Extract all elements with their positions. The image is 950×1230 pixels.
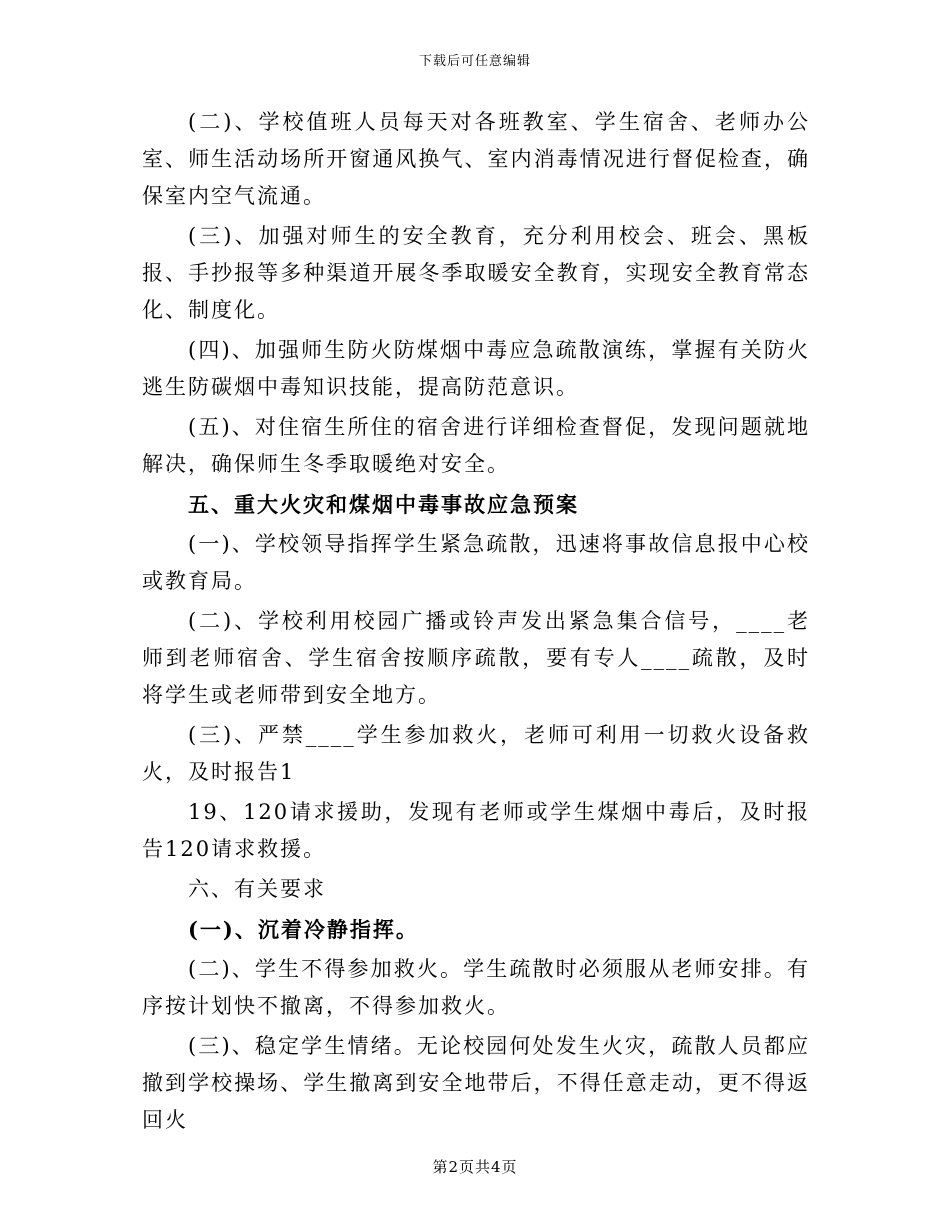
paragraph-item-4-drill: (四)、加强师生防火防煤烟中毒应急疏散演练，掌握有关防火逃生防碳烟中毒知识技能，提高防范意识。 — [142, 338, 810, 399]
section-heading-requirements: 六、有关要求 — [188, 877, 326, 901]
section-heading-emergency-plan: 五、重大火灾和煤烟中毒事故应急预案 — [188, 492, 579, 517]
paragraph-emergency-2: (二)、学校利用校园广播或铃声发出紧急集合信号，____老师到老师宿舍、学生宿舍按顺序疏散，要有专人____疏散，及时将学生或老师带到安全地方。 — [142, 609, 810, 707]
paragraph-item-5-dorm-check: (五)、对住宿生所住的宿舍进行详细检查督促，发现问题就地解决，确保师生冬季取暖绝对安全。 — [142, 415, 810, 476]
requirement-2: (二)、学生不得参加救火。学生疏散时必须服从老师安排。有序按计划快不撤离，不得参加救火。 — [142, 957, 810, 1018]
requirement-3: (三)、稳定学生情绪。无论校园何处发生火灾，疏散人员都应撤到学校操场、学生撤离到安全地带后，不得任意走动，更不得返回火 — [142, 1034, 810, 1132]
paragraph-item-3-education: (三)、加强对师生的安全教育，充分利用校会、班会、黑板报、手抄报等多种渠道开展冬季取暖安全教育，实现安全教育常态化、制度化。 — [142, 224, 810, 322]
paragraph-emergency-1: (一)、学校领导指挥学生紧急疏散，迅速将事故信息报中心校或教育局。 — [142, 532, 810, 593]
paragraph-item-2-inspection: (二)、学校值班人员每天对各班教室、学生宿舍、老师办公室、师生活动场所开窗通风换气、室内消毒情况进行督促检查，确保室内空气流通。 — [142, 110, 810, 208]
document-body — [142, 104, 810, 1142]
header-note: 下载后可任意编辑 — [418, 54, 531, 69]
page-number: 第2页共4页 — [432, 1158, 518, 1176]
paragraph-emergency-3: (三)、严禁____学生参加救火，老师可利用一切救火设备救火，及时报告1 — [142, 723, 810, 784]
requirement-1: (一)、沉着冷静指挥。 — [188, 917, 419, 942]
paragraph-emergency-3-continued: 19、120请求援助，发现有老师或学生煤烟中毒后，及时报告120请求救援。 — [142, 800, 810, 861]
